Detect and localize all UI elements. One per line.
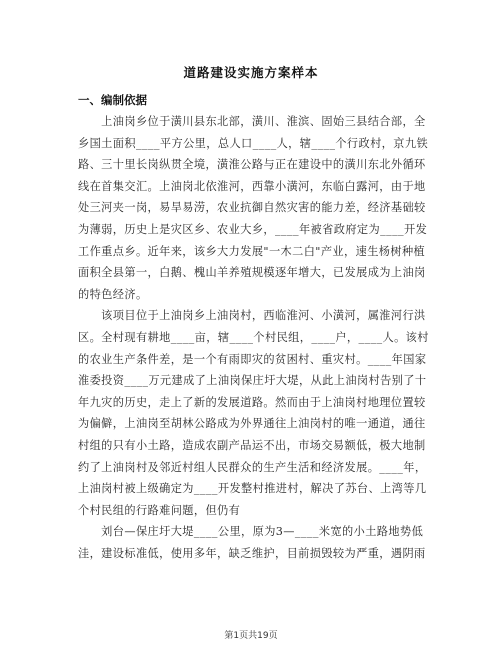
body-line: 洼，建设标准低，使用多年，缺乏维护，目前损毁较为严重，遇阴雨 [78,546,426,560]
body-line: 上油岗村被上级确定为____开发整村推进村，解决了苏台、上湾等几 [78,482,427,496]
body-line: 面积全县第一，白鹅、槐山羊养殖规模逐年增大，已发展成为上油岗 [78,266,426,280]
body-line: 工作重点乡。近年来，该乡大力发展"一木二白"产业，速生杨树种植 [78,244,426,258]
body-line: 线在首集交汇。上油岗北依淮河，西靠小潢河，东临白露河，由于地 [78,179,426,193]
body-line: 年九灾的历史，走上了新的发展道路。然而由于上油岗村地理位置较 [78,395,426,409]
body-line: 个村民组的行路难问题，但仍有 [78,503,241,517]
document-title: 道路建设实施方案样本 [183,65,319,80]
body-line: 的农业生产条件差，是一个有雨即灾的贫困村、重灾村。____年国家 [78,352,427,366]
body-line: 上油岗乡位于潢川县东北部，潢川、淮滨、固始三县结合部，全 [78,115,426,128]
body-line: 淮委投资____万元建成了上油岗保庄圩大堤，从此上油岗村告别了十 [78,374,427,388]
section-heading: 一、编制依据 [78,93,147,107]
body-line: 约了上油岗村及邻近村组人民群众的生产生活和经济发展。____年， [78,460,427,474]
document-body [78,111,434,564]
body-line: 路、三十里长岗纵贯全境，潢淮公路与正在建设中的潢川东北外循环 [78,158,426,172]
body-line: 区。全村现有耕地____亩，辖____个村民组，____户，____人。该村 [78,330,429,344]
body-line: 刘台—保庄圩大堤____公里，原为3—____米宽的小土路地势低 [78,525,424,539]
body-line: 村组的只有小土路，造成农副产品运不出，市场交易额低，极大地制 [78,438,426,452]
body-line: 为偏僻，上油岗至胡林公路成为外界通往上油岗村的唯一通道，通往 [78,417,426,431]
body-line: 处三河夹一岗，易旱易涝，农业抗御自然灾害的能力差，经济基础较 [78,201,426,215]
body-line: 为薄弱，历史上是灾区乡、农业大乡，____年被省政府定为____开发 [78,222,428,236]
page-footer: 第1页共19页 [224,631,278,641]
body-line: 乡国土面积____平方公里，总人口____人，辖____个行政村，京九铁 [78,136,429,150]
body-line: 的特色经济。 [78,287,148,301]
body-line: 该项目位于上油岗乡上油岗村，西临淮河、小潢河，属淮河行洪 [78,309,426,323]
